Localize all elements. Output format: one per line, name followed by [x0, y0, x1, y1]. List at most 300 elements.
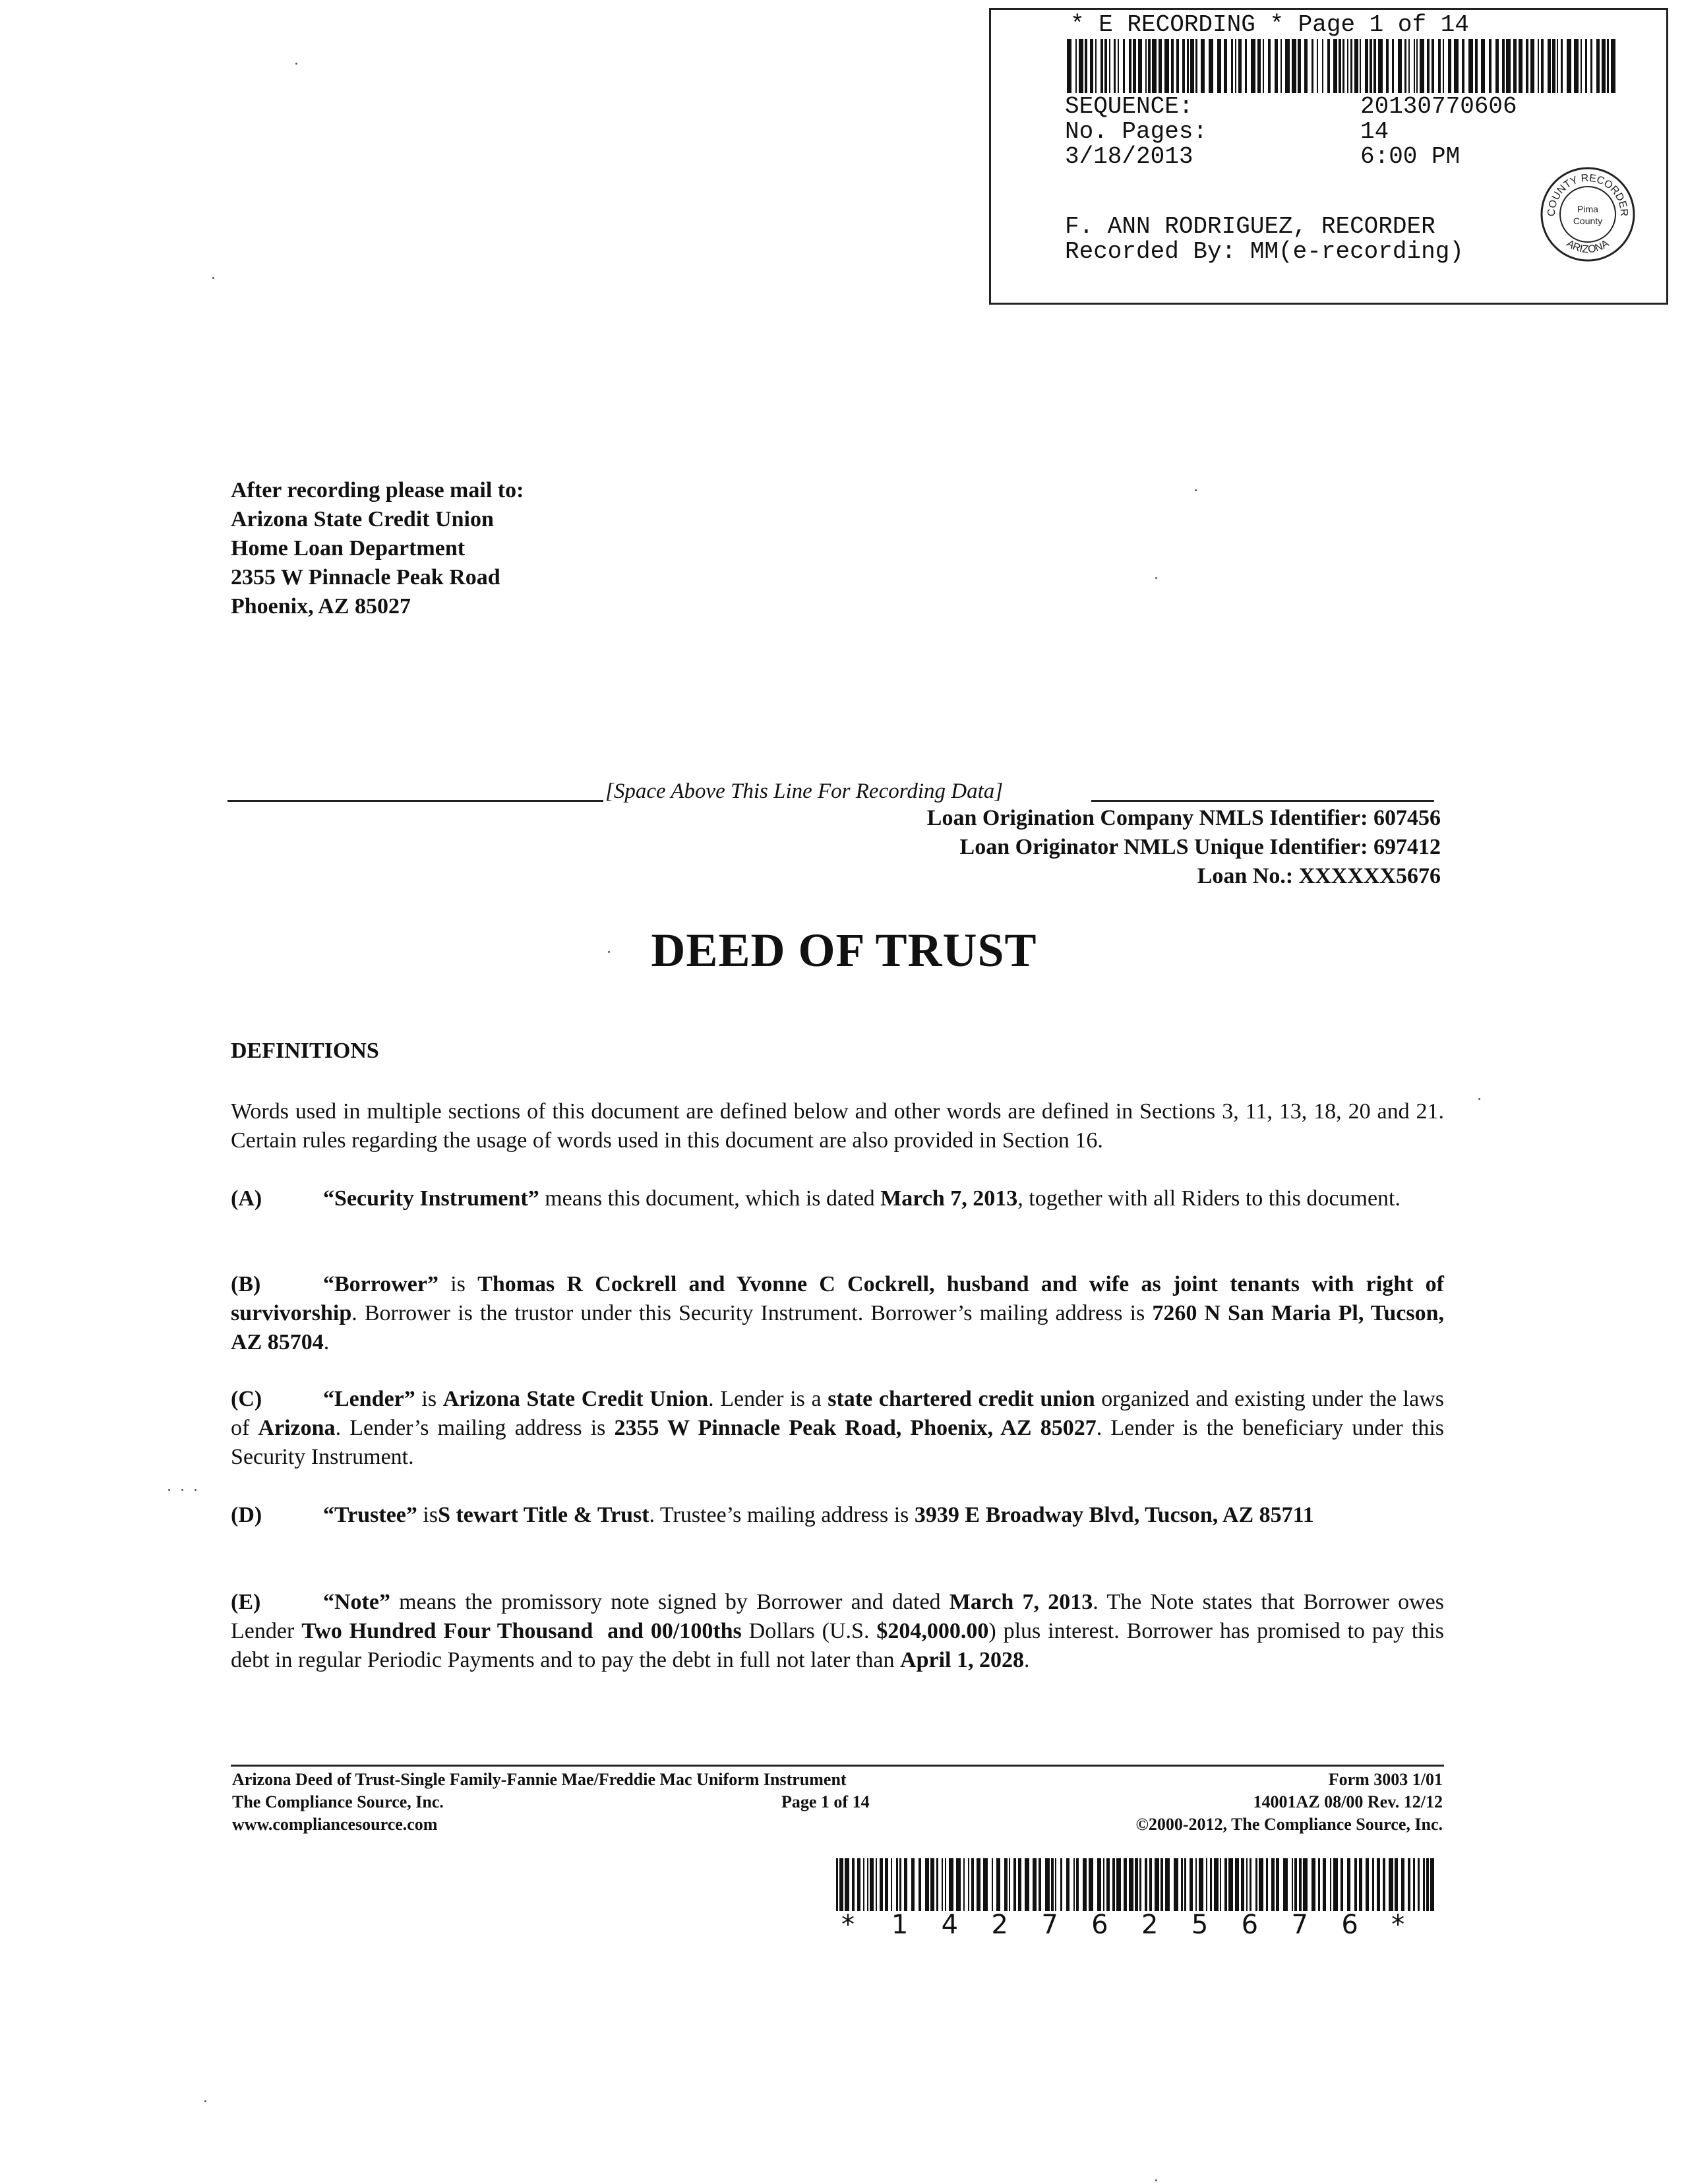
barcode-bar: [1432, 39, 1434, 93]
barcode-bar: [1209, 39, 1213, 93]
barcode-bar: [1378, 39, 1383, 93]
footer-form-number: Form 3003 1/01: [1328, 1770, 1443, 1789]
barcode-bar: [1263, 39, 1264, 93]
barcode-bar: [1184, 1858, 1186, 1911]
barcode-bar: [1112, 1858, 1115, 1911]
scan-speck: [1478, 1098, 1480, 1100]
barcode-bar: [992, 1858, 993, 1911]
barcode-bar: [1129, 39, 1131, 93]
barcode-bar: [896, 1858, 898, 1911]
recording-space-label: [Space Above This Line For Recording Data]: [605, 779, 1004, 803]
scan-speck: [181, 1489, 183, 1491]
barcode-bar: [1095, 39, 1097, 93]
barcode-bar: [1051, 1858, 1054, 1911]
text: , together with all Riders to this document.: [1017, 1186, 1401, 1211]
barcode-bar: [1176, 39, 1179, 93]
barcode-bar: [1299, 1858, 1302, 1911]
barcode-bar: [1250, 1858, 1251, 1911]
term: “Lender”: [323, 1387, 415, 1411]
barcode-bar: [1055, 1858, 1056, 1911]
barcode-bar: [1235, 39, 1236, 93]
document-title: DEED OF TRUST: [651, 924, 1037, 977]
lender-address: 2355 W Pinnacle Peak Road, Phoenix, AZ 85027: [614, 1416, 1097, 1440]
scan-speck: [295, 63, 297, 65]
barcode-bar: [1495, 39, 1499, 93]
definition-label: (D): [231, 1503, 262, 1527]
barcode-bar: [1360, 39, 1361, 93]
barcode-bar: [1414, 39, 1415, 93]
barcode-bar: [1164, 39, 1169, 93]
barcode-digit: 2: [1141, 1910, 1159, 1940]
text: . Lender is the beneficiary under this Security Instrument.: [231, 1416, 1444, 1469]
text: is: [438, 1272, 478, 1296]
barcode-bar: [1581, 39, 1582, 93]
barcode-bar: [1206, 1858, 1207, 1911]
loan-number: Loan No.: XXXXXX5676: [1197, 864, 1441, 888]
barcode-bar: [1114, 39, 1116, 93]
barcode-bar: [1303, 1858, 1308, 1911]
barcode-bar: [1354, 39, 1358, 93]
barcode-bar: [1100, 39, 1103, 93]
barcode-bar: [1489, 39, 1492, 93]
definition-a: [231, 1184, 1444, 1213]
barcode-bar: [1526, 39, 1528, 93]
barcode-digit: 4: [941, 1910, 959, 1940]
barcode-bar: [945, 1858, 946, 1911]
barcode-digit: 7: [1291, 1910, 1308, 1940]
barcode-bar: [919, 1858, 921, 1911]
barcode-bar: [1238, 39, 1242, 93]
barcode-bar: [885, 1858, 888, 1911]
definition-b: [231, 1270, 1444, 1357]
scan-speck: [204, 2100, 206, 2102]
barcode-digit: *: [1391, 1910, 1405, 1940]
barcode-bar: [1418, 1858, 1420, 1911]
barcode-bar: [1347, 39, 1348, 93]
barcode-bar: [1341, 1858, 1343, 1911]
record-time: 6:00 PM: [1360, 143, 1461, 170]
barcode-bar: [949, 1858, 953, 1911]
barcode-bar: [1118, 39, 1119, 93]
barcode-bar: [1311, 39, 1313, 93]
barcode-bar: [1224, 1858, 1227, 1911]
barcode-bar: [1398, 39, 1402, 93]
barcode-bar: [1025, 1858, 1029, 1911]
barcode-bar: [1519, 39, 1522, 93]
barcode-bar: [1159, 39, 1162, 93]
barcode-bar: [1224, 39, 1227, 93]
barcode-bar: [963, 1858, 965, 1911]
recording-divider-right: [1091, 800, 1434, 802]
definitions-intro: Words used in multiple sections of this document are defined below and other words are defined in Sections 3, 11, 13, 18, 20 and 21. Certain rules regarding the usage of words used in this document are also provided in Section 16.: [231, 1099, 1444, 1153]
barcode-bar: [1404, 39, 1406, 93]
text: . The Note states that Borrower owes Lender: [231, 1590, 1444, 1643]
barcode-bar: [1323, 1858, 1326, 1911]
barcode-bar: [1386, 39, 1389, 93]
barcode-bar: [1330, 1858, 1331, 1911]
barcode-bar: [1268, 39, 1271, 93]
barcode-bar: [1235, 1858, 1239, 1911]
barcode-bar: [904, 1858, 907, 1911]
barcode-digit: 7: [1041, 1910, 1058, 1940]
barcode-bar: [1190, 39, 1194, 93]
barcode-bar: [1124, 1858, 1127, 1911]
text: .: [1023, 1648, 1030, 1672]
barcode-bar: [1366, 1858, 1369, 1911]
barcode-bar: [968, 1858, 969, 1911]
barcode-bar: [1255, 1858, 1257, 1911]
note-due-date: April 1, 2028: [900, 1648, 1024, 1672]
barcode-bar: [1149, 1858, 1152, 1911]
barcode-bar: [1135, 1858, 1138, 1911]
barcode-bar: [1275, 39, 1278, 93]
barcode-bar: [1372, 1858, 1374, 1911]
text: is: [415, 1387, 443, 1411]
barcode-bar: [1283, 1858, 1288, 1911]
barcode-bar: [1160, 1858, 1163, 1911]
pages-value: 14: [1360, 118, 1389, 145]
barcode-bar: [1259, 1858, 1263, 1911]
barcode-bar: [1266, 1858, 1268, 1911]
barcode-bar: [1557, 39, 1558, 93]
note-date: March 7, 2013: [949, 1590, 1093, 1614]
borrower-address: 7260 N San Maria Pl, Tucson, AZ 85704: [231, 1301, 1444, 1354]
svg-text:Pima: Pima: [1577, 204, 1598, 214]
barcode-bar: [1182, 39, 1185, 93]
barcode-bar: [1018, 1858, 1021, 1911]
barcode-bar: [1187, 39, 1189, 93]
barcode-bar: [1103, 1858, 1104, 1911]
barcode-bar: [911, 1858, 915, 1911]
stamp-barcode-icon: [1067, 39, 1621, 93]
footer-revision: 14001AZ 08/00 Rev. 12/12: [1253, 1792, 1443, 1811]
barcode-bar: [1602, 39, 1606, 93]
barcode-bar: [1090, 39, 1093, 93]
barcode-bar: [1333, 39, 1337, 93]
barcode-bar: [1089, 1858, 1093, 1911]
recorded-by: Recorded By: MM(e-recording): [1065, 238, 1464, 265]
lender-name: Arizona State Credit Union: [442, 1387, 709, 1411]
barcode-bar: [1231, 39, 1233, 93]
barcode-bar: [1073, 1858, 1075, 1911]
barcode-bar: [1145, 1858, 1147, 1911]
barcode-bar: [1201, 39, 1205, 93]
barcode-bar: [1552, 39, 1555, 93]
trustee-name: S tewart Title & Trust: [438, 1503, 649, 1527]
barcode-bar: [1139, 1858, 1141, 1911]
barcode-bar: [867, 1858, 868, 1911]
barcode-bar: [839, 1858, 843, 1911]
barcode-bar: [1311, 1858, 1315, 1911]
footer-rule: [231, 1765, 1444, 1767]
text: means this document, which is dated: [539, 1186, 881, 1211]
barcode-bar: [1298, 39, 1301, 93]
barcode-bar: [1083, 1858, 1087, 1911]
barcode-bar: [1276, 1858, 1279, 1911]
lender-state: Arizona: [258, 1416, 336, 1440]
barcode-digit: 6: [1241, 1910, 1259, 1940]
barcode-bar: [1585, 39, 1587, 93]
barcode-bar: [1506, 39, 1511, 93]
scan-speck: [1155, 577, 1157, 579]
barcode-digit: 5: [1191, 1910, 1209, 1940]
barcode-bar: [1322, 39, 1323, 93]
sequence-label: SEQUENCE:: [1065, 93, 1193, 120]
barcode-bar: [1401, 1858, 1404, 1911]
barcode-bar: [1567, 39, 1571, 93]
barcode-bar: [1079, 39, 1083, 93]
barcode-bar: [971, 1858, 974, 1911]
barcode-bar: [1408, 39, 1410, 93]
barcode-bar: [1145, 39, 1147, 93]
barcode-bar: [936, 1858, 938, 1911]
barcode-bar: [1246, 1858, 1248, 1911]
barcode-bar: [1392, 39, 1394, 93]
date: March 7, 2013: [880, 1186, 1018, 1211]
county-seal-icon: [1538, 165, 1637, 264]
pages-label: No. Pages:: [1065, 118, 1208, 145]
text: means the promissory note signed by Borrower and dated: [390, 1590, 950, 1614]
definition-d: [231, 1501, 1444, 1530]
barcode-bar: [1104, 39, 1107, 93]
barcode-bar: [1530, 39, 1534, 93]
definitions-heading: DEFINITIONS: [231, 1039, 379, 1063]
barcode-bar: [1541, 39, 1544, 93]
barcode-bar: [1009, 1858, 1010, 1911]
barcode-bar: [1271, 1858, 1275, 1911]
note-amount-words: Two Hundred Four Thousand and 00/100ths: [301, 1619, 742, 1643]
barcode-bar: [1468, 39, 1473, 93]
barcode-bar: [1513, 39, 1517, 93]
text: organized and existing under the laws of: [231, 1387, 1445, 1440]
barcode-bar: [1574, 39, 1579, 93]
barcode-bar: [870, 1858, 874, 1911]
barcode-bar: [1395, 1858, 1398, 1911]
borrower-names: Thomas R Cockrell and Yvonne C Cockrell, husband and wife as joint tenants with right of survivorship: [231, 1272, 1445, 1325]
barcode-bar: [1066, 1858, 1070, 1911]
barcode-bar: [1365, 39, 1368, 93]
barcode-bar: [1214, 1858, 1219, 1911]
barcode-bar: [1181, 1858, 1183, 1911]
barcode-digit: *: [841, 1910, 855, 1940]
barcode-bar: [1408, 1858, 1410, 1911]
barcode-bar: [1195, 39, 1197, 93]
barcode-bar: [1596, 39, 1600, 93]
record-date: 3/18/2013: [1065, 143, 1193, 170]
term: “Note”: [323, 1590, 390, 1614]
trustee-address: 3939 E Broadway Blvd, Tucson, AZ 85711: [914, 1503, 1314, 1527]
barcode-bar: [1228, 1858, 1233, 1911]
barcode-bar: [1285, 39, 1290, 93]
barcode-bar: [1427, 39, 1430, 93]
barcode-bar: [1350, 39, 1352, 93]
barcode-bar: [1217, 39, 1221, 93]
barcode-bar: [1294, 1858, 1297, 1911]
note-amount: $204,000.00: [876, 1619, 989, 1643]
barcode-bar: [1281, 39, 1282, 93]
mail-to-line: Arizona State Credit Union: [231, 507, 494, 531]
barcode-bar: [1383, 1858, 1385, 1911]
barcode-bar: [1138, 39, 1142, 93]
barcode-bar: [1220, 1858, 1221, 1911]
barcode-bar: [1502, 39, 1505, 93]
recording-divider-left: [227, 800, 603, 802]
barcode-bar: [891, 1858, 892, 1911]
scan-speck: [1155, 2179, 1157, 2181]
text: . Lender’s mailing address is: [335, 1416, 615, 1440]
term: “Trustee”: [323, 1503, 417, 1527]
definition-label: (B): [231, 1272, 261, 1296]
footer-company: The Compliance Source, Inc.: [232, 1792, 444, 1811]
term: “Security Instrument”: [323, 1186, 539, 1211]
barcode-bar: [1548, 39, 1551, 93]
barcode-digit: 6: [1091, 1910, 1108, 1940]
barcode-bar: [1109, 39, 1110, 93]
barcode-bar: [1607, 39, 1609, 93]
barcode-bar: [1611, 39, 1615, 93]
barcode-bar: [1448, 39, 1451, 93]
barcode-bar: [1123, 39, 1125, 93]
barcode-bar: [857, 1858, 860, 1911]
mail-to-heading: After recording please mail to:: [231, 478, 524, 502]
recording-stamp: [989, 8, 1668, 305]
barcode-bar: [1354, 1858, 1357, 1911]
barcode-bar: [1318, 1858, 1320, 1911]
scan-speck: [608, 951, 610, 953]
barcode-bar: [956, 1858, 961, 1911]
barcode-bar: [1538, 39, 1539, 93]
footer-page-number: Page 1 of 14: [781, 1792, 870, 1811]
barcode-bar: [1210, 1858, 1212, 1911]
barcode-bar: [1561, 39, 1563, 93]
definition-c: [231, 1385, 1444, 1472]
mail-to-line: Home Loan Department: [231, 536, 466, 561]
definition-label: (E): [231, 1590, 261, 1614]
barcode-bar: [1165, 1858, 1170, 1911]
barcode-bar: [1359, 1858, 1362, 1911]
barcode-bar: [1075, 39, 1077, 93]
lender-org-type: state chartered credit union: [828, 1387, 1095, 1411]
barcode-bar: [1190, 1858, 1193, 1911]
scan-speck: [212, 277, 214, 279]
text: .: [323, 1330, 330, 1354]
barcode-bar: [899, 1858, 901, 1911]
mail-to-line: 2355 W Pinnacle Peak Road: [231, 565, 500, 590]
barcode-bar: [1292, 1858, 1293, 1911]
mail-to-line: Phoenix, AZ 85027: [231, 594, 411, 619]
barcode-bar: [1148, 39, 1151, 93]
barcode-bar: [1454, 39, 1459, 93]
barcode-bar: [1060, 1858, 1062, 1911]
term: “Borrower”: [323, 1272, 438, 1296]
barcode-bar: [1039, 1858, 1041, 1911]
barcode-bar: [1013, 1858, 1016, 1911]
barcode-bar: [1076, 1858, 1079, 1911]
nmls-company: Loan Origination Company NMLS Identifier: 607456: [926, 806, 1441, 830]
definition-label: (A): [231, 1186, 262, 1211]
barcode-bar: [1342, 39, 1344, 93]
barcode-bar: [983, 1858, 988, 1911]
barcode-bar: [852, 1858, 855, 1911]
barcode-bar: [1327, 39, 1330, 93]
text: . Trustee’s mailing address is: [649, 1503, 915, 1527]
text: Dollars (U.S.: [741, 1619, 877, 1643]
loan-barcode-icon: [836, 1858, 1436, 1911]
barcode-bar: [1251, 39, 1255, 93]
barcode-bar: [863, 1858, 864, 1911]
barcode-bar: [1304, 39, 1308, 93]
barcode-bar: [1377, 1858, 1380, 1911]
svg-text:County: County: [1573, 216, 1603, 226]
barcode-digit: 6: [1341, 1910, 1358, 1940]
barcode-bar: [1389, 1858, 1393, 1911]
barcode-bar: [836, 1858, 838, 1911]
barcode-bar: [1481, 39, 1485, 93]
barcode-bar: [1347, 1858, 1350, 1911]
footer-website: www.compliancesource.com: [232, 1815, 438, 1834]
scan-speck: [195, 1489, 196, 1491]
barcode-bar: [1045, 1858, 1050, 1911]
scan-speck: [168, 1489, 170, 1491]
text: ) plus interest. Borrower has promised to pay this debt in regular Periodic Payments and to pay the debt in full not later than: [231, 1619, 1444, 1672]
barcode-bar: [1174, 1858, 1178, 1911]
barcode-bar: [1171, 39, 1174, 93]
barcode-bar: [1339, 39, 1341, 93]
barcode-bar: [880, 1858, 883, 1911]
barcode-bar: [1370, 39, 1372, 93]
stamp-header: * E RECORDING * Page 1 of 14: [1070, 11, 1469, 38]
barcode-bar: [1430, 1858, 1434, 1911]
barcode-bar: [1097, 1858, 1101, 1911]
footer-form-title: Arizona Deed of Trust-Single Family-Fannie Mae/Freddie Mac Uniform Instrument: [232, 1770, 847, 1789]
barcode-bar: [1241, 1858, 1244, 1911]
barcode-bar: [1245, 39, 1247, 93]
sequence-value: 20130770606: [1360, 93, 1517, 120]
barcode-bar: [1292, 39, 1296, 93]
svg-text:ARIZONA: ARIZONA: [1564, 237, 1612, 256]
barcode-bar: [1199, 1858, 1203, 1911]
barcode-bar: [942, 1858, 943, 1911]
scan-speck: [1195, 489, 1197, 491]
barcode-bar: [1067, 39, 1071, 93]
text: . Lender is a: [708, 1387, 828, 1411]
recorder-name: F. ANN RODRIGUEZ, RECORDER: [1065, 213, 1435, 240]
definition-label: (C): [231, 1387, 262, 1411]
barcode-bar: [1438, 39, 1441, 93]
barcode-bar: [1413, 1858, 1415, 1911]
text: . Borrower is the trustor under this Security Instrument. Borrower’s mailing address is: [351, 1301, 1153, 1325]
barcode-bar: [930, 1858, 934, 1911]
barcode-digit: 1: [891, 1910, 909, 1940]
text: is: [417, 1503, 438, 1527]
barcode-bar: [845, 1858, 849, 1911]
barcode-bar: [925, 1858, 929, 1911]
barcode-bar: [1195, 1858, 1197, 1911]
barcode-bar: [1004, 1858, 1008, 1911]
barcode-bar: [1333, 1858, 1338, 1911]
barcode-bar: [1155, 1858, 1159, 1911]
barcode-bar: [1443, 39, 1444, 93]
barcode-bar: [876, 1858, 877, 1911]
barcode-bar: [996, 1858, 1000, 1911]
barcode-bar: [1257, 39, 1261, 93]
footer-copyright: ©2000-2012, The Compliance Source, Inc.: [1135, 1815, 1443, 1834]
nmls-originator: Loan Originator NMLS Unique Identifier: 697412: [959, 835, 1441, 859]
definition-e: [231, 1588, 1444, 1675]
barcode-bar: [1317, 39, 1318, 93]
barcode-bar: [1133, 39, 1136, 93]
barcode-bar: [1033, 1858, 1037, 1911]
